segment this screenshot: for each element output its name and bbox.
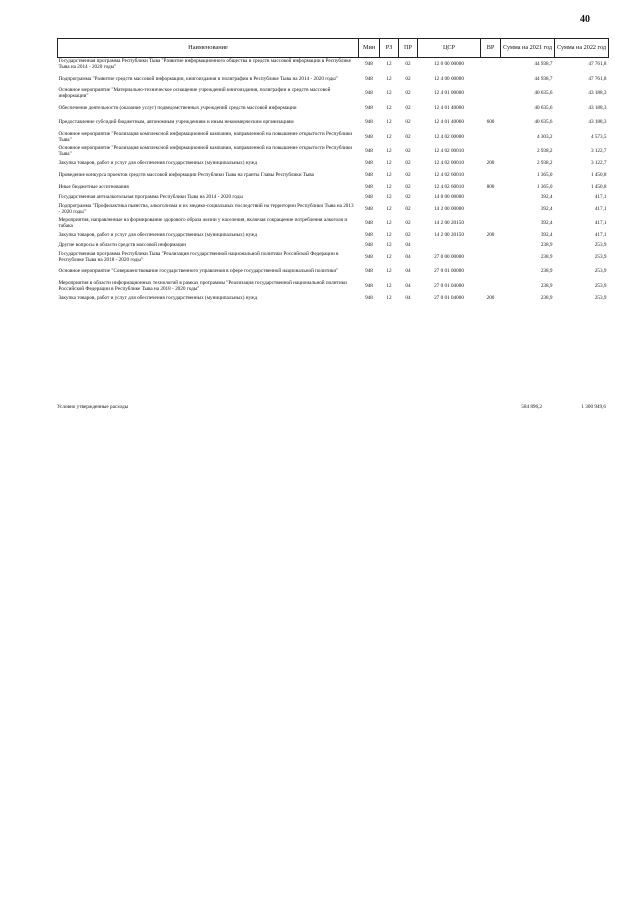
cell-name: Закупка товаров, работ и услуг для обеспечения государственных (муниципальных) нужд [58, 232, 258, 239]
cell-vr: 600 [486, 119, 495, 126]
cell-csr: 12 4 02 60010 [434, 172, 464, 179]
cell-csr: 27 0 01 04000 [434, 294, 464, 301]
cell-rz: 12 [386, 268, 392, 275]
cell-pr: 04 [405, 241, 411, 248]
cell-sum-2021: 238,9 [540, 241, 553, 248]
cell-sum-2021: 238,9 [540, 294, 553, 301]
cell-rz: 12 [386, 253, 392, 260]
cell-sum-2022: 43 188,3 [588, 119, 607, 126]
cell-sum-2022: 417,1 [594, 220, 607, 227]
cell-sum-2022: 43 188,3 [588, 90, 607, 97]
cell-min: 948 [365, 253, 373, 260]
table-row [58, 160, 609, 170]
cell-csr: 12 4 02 00000 [434, 133, 464, 140]
table-row [58, 169, 609, 184]
cell-sum-2021: 40 635,6 [534, 119, 553, 126]
cell-min: 948 [365, 241, 373, 248]
cell-name: Основное мероприятие "Совершенствование государственного управления в сфере государственной национальной политики" [58, 268, 339, 275]
cell-sum-2022: 3 122,7 [590, 160, 607, 167]
cell-min: 948 [365, 282, 373, 289]
cell-min: 948 [365, 232, 373, 239]
cell-rz: 12 [386, 160, 392, 167]
cell-pr: 02 [405, 232, 411, 239]
table-row [58, 116, 609, 131]
cell-sum-2022: 253,9 [594, 241, 607, 248]
table-row [58, 241, 609, 251]
cell-sum-2022: 253,9 [594, 268, 607, 275]
cell-vr [481, 203, 501, 218]
cell-rz: 12 [386, 61, 392, 68]
page-number: 40 [580, 14, 590, 25]
cell-sum-2022: 47 761,8 [588, 61, 607, 68]
table-row [58, 265, 609, 280]
table-body [58, 58, 609, 304]
cell-rz: 12 [386, 148, 392, 155]
cell-min: 948 [365, 148, 373, 155]
table-row [58, 203, 609, 218]
cell-name: Основное мероприятие "Реализация комплексной информационной кампании, направленной на повышение открытости Республики Тыва" [58, 145, 353, 158]
header-min: Мин [359, 39, 380, 58]
cell-sum-2021: 392,4 [540, 205, 553, 212]
cell-sum-2021: 40 635,6 [534, 90, 553, 97]
cell-sum-2021: 238,9 [540, 268, 553, 275]
cell-rz: 12 [386, 241, 392, 248]
cell-min: 948 [365, 220, 373, 227]
cell-sum-2022: 43 188,3 [588, 104, 607, 111]
cell-sum-2022: 417,1 [594, 205, 607, 212]
cell-pr: 02 [405, 184, 411, 191]
table-header-row [58, 39, 609, 58]
cell-rz: 12 [386, 193, 392, 200]
cell-vr [481, 241, 501, 251]
cell-sum-2022: 4 573,5 [590, 133, 607, 140]
cell-sum-2021: 238,9 [540, 253, 553, 260]
cell-csr: 14 2 00 00000 [434, 205, 464, 212]
cell-csr: 14 2 00 20150 [434, 220, 464, 227]
cell-vr [481, 131, 501, 146]
cell-min: 948 [365, 90, 373, 97]
cell-pr: 02 [405, 104, 411, 111]
cell-rz: 12 [386, 172, 392, 179]
cell-vr [481, 58, 501, 73]
cell-name: Государственная программа Республики Тыва "Реализация государственной национальной политики Российской Федерации в Республике Тыва на 2018 - 2020 годы" [58, 250, 339, 263]
cell-rz: 12 [386, 282, 392, 289]
cell-vr: 800 [486, 184, 495, 191]
cell-name: Подпрограмма "Развитие средств массовой информации, книгоиздания и полиграфии в Республике Тыва на 2014 - 2020 годы" [58, 75, 338, 82]
cell-vr: 200 [486, 232, 495, 239]
cell-sum-2021: 4 303,2 [536, 133, 553, 140]
budget-table [57, 38, 609, 304]
cell-pr: 02 [405, 148, 411, 155]
header-csr: ЦСР [418, 39, 481, 58]
cell-name: Основное мероприятие "Материально-техническое оснащение учреждений книгоиздания, полиграфии и средств массовой информации" [58, 87, 331, 100]
cell-min: 948 [365, 133, 373, 140]
table-row [58, 145, 609, 160]
cell-rz: 12 [386, 119, 392, 126]
cell-sum-2021: 392,4 [540, 193, 553, 200]
cell-rz: 12 [386, 104, 392, 111]
cell-pr: 04 [405, 253, 411, 260]
cell-rz: 12 [386, 294, 392, 301]
cell-sum-2022: 253,9 [594, 294, 607, 301]
cell-rz: 12 [386, 205, 392, 212]
cell-name: Закупка товаров, работ и услуг для обеспечения государственных (муниципальных) нужд [58, 294, 258, 301]
cell-min: 948 [365, 184, 373, 191]
cell-name: Обеспечение деятельности (оказание услуг) подведомственных учреждений средств массовой информации [58, 104, 297, 111]
cell-vr [481, 280, 501, 295]
cell-pr: 02 [405, 220, 411, 227]
cell-pr: 02 [405, 133, 411, 140]
cell-vr [481, 251, 501, 266]
cell-min: 948 [365, 193, 373, 200]
header-vr: ВР [481, 39, 501, 58]
cell-sum-2021: 1 365,0 [536, 184, 553, 191]
header-name: Наименование [58, 39, 359, 58]
cell-pr: 02 [405, 172, 411, 179]
cell-sum-2021: 392,4 [540, 232, 553, 239]
cell-vr [481, 217, 501, 232]
cell-vr: 200 [486, 294, 495, 301]
cell-sum-2021: 238,9 [540, 282, 553, 289]
cell-name: Проведение конкурса проектов средств массовой информации Республики Тыва на гранты Главы Республики Тыва [58, 172, 314, 179]
cell-csr: 12 4 00 00000 [434, 75, 464, 82]
table-row [58, 251, 609, 266]
cell-rz: 12 [386, 184, 392, 191]
cell-min: 948 [365, 205, 373, 212]
table-row [58, 193, 609, 203]
cell-vr [481, 265, 501, 280]
cell-sum-2021: 44 938,7 [534, 75, 553, 82]
cell-pr: 02 [405, 160, 411, 167]
cell-pr: 04 [405, 282, 411, 289]
cell-csr: 12 4 01 00000 [434, 90, 464, 97]
table-row [58, 102, 609, 117]
cell-csr: 27 0 01 00000 [434, 268, 464, 275]
table-row [58, 280, 609, 295]
cell-rz: 12 [386, 232, 392, 239]
cell-pr: 02 [405, 61, 411, 68]
cell-min: 948 [365, 294, 373, 301]
cell-csr: 27 0 00 00000 [434, 253, 464, 260]
table-row [58, 73, 609, 88]
cell-pr: 02 [405, 90, 411, 97]
table-row [58, 184, 609, 194]
cell-vr [481, 87, 501, 102]
cell-sum-2022: 253,9 [594, 253, 607, 260]
cell-sum-2022: 1 450,8 [590, 184, 607, 191]
cell-pr: 02 [405, 75, 411, 82]
cell-min: 948 [365, 268, 373, 275]
header-pr: ПР [399, 39, 418, 58]
table-row [58, 232, 609, 242]
cell-name: Предоставление субсидий бюджетным, автономным учреждениям и иным некоммерческим организациям [58, 119, 294, 126]
cell-min: 948 [365, 172, 373, 179]
cell-sum-2022: 417,1 [594, 193, 607, 200]
footer-label: Условно утвержденные расходы [57, 404, 129, 410]
cell-sum-2021: 2 938,2 [536, 160, 553, 167]
cell-pr: 02 [405, 205, 411, 212]
cell-vr [481, 169, 501, 184]
cell-pr: 02 [405, 193, 411, 200]
cell-name: Основное мероприятие "Реализация комплексной информационной кампании, направленной на повышение открытости Республики Тыва" [58, 130, 353, 143]
cell-pr: 02 [405, 119, 411, 126]
table-row [58, 87, 609, 102]
cell-sum-2022: 417,1 [594, 232, 607, 239]
cell-name: Государственная программа Республики Тыва "Развитие информационного общества и средств массовой информации в Республике Тыва на 2014 - 2020 годы" [58, 58, 351, 71]
cell-name: Государственная антиалкогольная программа Республики Тыва на 2014 - 2020 годы [58, 193, 243, 200]
cell-sum-2022: 1 450,8 [590, 172, 607, 179]
cell-csr: 14 2 00 20150 [434, 232, 464, 239]
cell-csr: 12 4 02 00010 [434, 160, 464, 167]
cell-rz: 12 [386, 75, 392, 82]
cell-sum-2021: 392,4 [540, 220, 553, 227]
header-rz: РЗ [380, 39, 399, 58]
cell-min: 948 [365, 160, 373, 167]
cell-vr [481, 73, 501, 88]
cell-sum-2022: 3 122,7 [590, 148, 607, 155]
cell-csr: 12 4 01 40060 [434, 104, 464, 111]
cell-sum-2022: 253,9 [594, 282, 607, 289]
footer-sum-2021: 584 896,2 [521, 404, 542, 410]
cell-rz: 12 [386, 133, 392, 140]
cell-vr [481, 145, 501, 160]
header-sum-2022: Сумма на 2022 год [555, 39, 609, 58]
table-row [58, 217, 609, 232]
cell-name: Подпрограмма "Профилактика пьянства, алкоголизма и их медико-социальных последствий на территории Республики Тыва на 2013 - 2020 годы" [58, 202, 354, 215]
cell-rz: 12 [386, 220, 392, 227]
cell-vr [481, 193, 501, 203]
cell-vr [481, 102, 501, 117]
cell-min: 948 [365, 104, 373, 111]
cell-min: 948 [365, 75, 373, 82]
table-row [58, 58, 609, 73]
cell-name: Закупка товаров, работ и услуг для обеспечения государственных (муниципальных) нужд [58, 160, 258, 167]
cell-csr: 12 4 02 60010 [434, 184, 464, 191]
cell-name: Иные бюджетные ассигнования [58, 184, 129, 191]
cell-csr: 27 0 01 04000 [434, 282, 464, 289]
cell-pr: 04 [405, 268, 411, 275]
table-row [58, 294, 609, 304]
cell-csr: 12 4 01 40060 [434, 119, 464, 126]
cell-min: 948 [365, 119, 373, 126]
table-row [58, 131, 609, 146]
cell-csr: 14 0 00 00000 [434, 193, 464, 200]
cell-sum-2021: 1 365,0 [536, 172, 553, 179]
cell-sum-2021: 40 635,6 [534, 104, 553, 111]
header-sum-2021: Сумма на 2021 год [501, 39, 555, 58]
cell-rz: 12 [386, 90, 392, 97]
cell-name: Мероприятия в области информационных технологий в рамках программы "Реализация государственной национальной политики Российской Федерации в Республике Тыва на 2018 - 2020 годы" [58, 279, 347, 292]
cell-sum-2022: 47 761,8 [588, 75, 607, 82]
cell-csr: 12 0 00 00000 [434, 61, 464, 68]
cell-name: Другие вопросы в области средств массовой информации [58, 241, 187, 248]
cell-name: Мероприятия, направленные на формирование здорового образа жизни у населения, включая сокращение потребления алкоголя и табака [58, 217, 348, 230]
cell-pr: 04 [405, 294, 411, 301]
footer-sum-2022: 1 300 949,6 [581, 404, 606, 410]
cell-min: 948 [365, 61, 373, 68]
cell-csr: 12 4 02 00010 [434, 148, 464, 155]
cell-sum-2021: 44 938,7 [534, 61, 553, 68]
cell-csr [418, 241, 481, 251]
cell-vr: 200 [486, 160, 495, 167]
cell-sum-2021: 2 938,2 [536, 148, 553, 155]
